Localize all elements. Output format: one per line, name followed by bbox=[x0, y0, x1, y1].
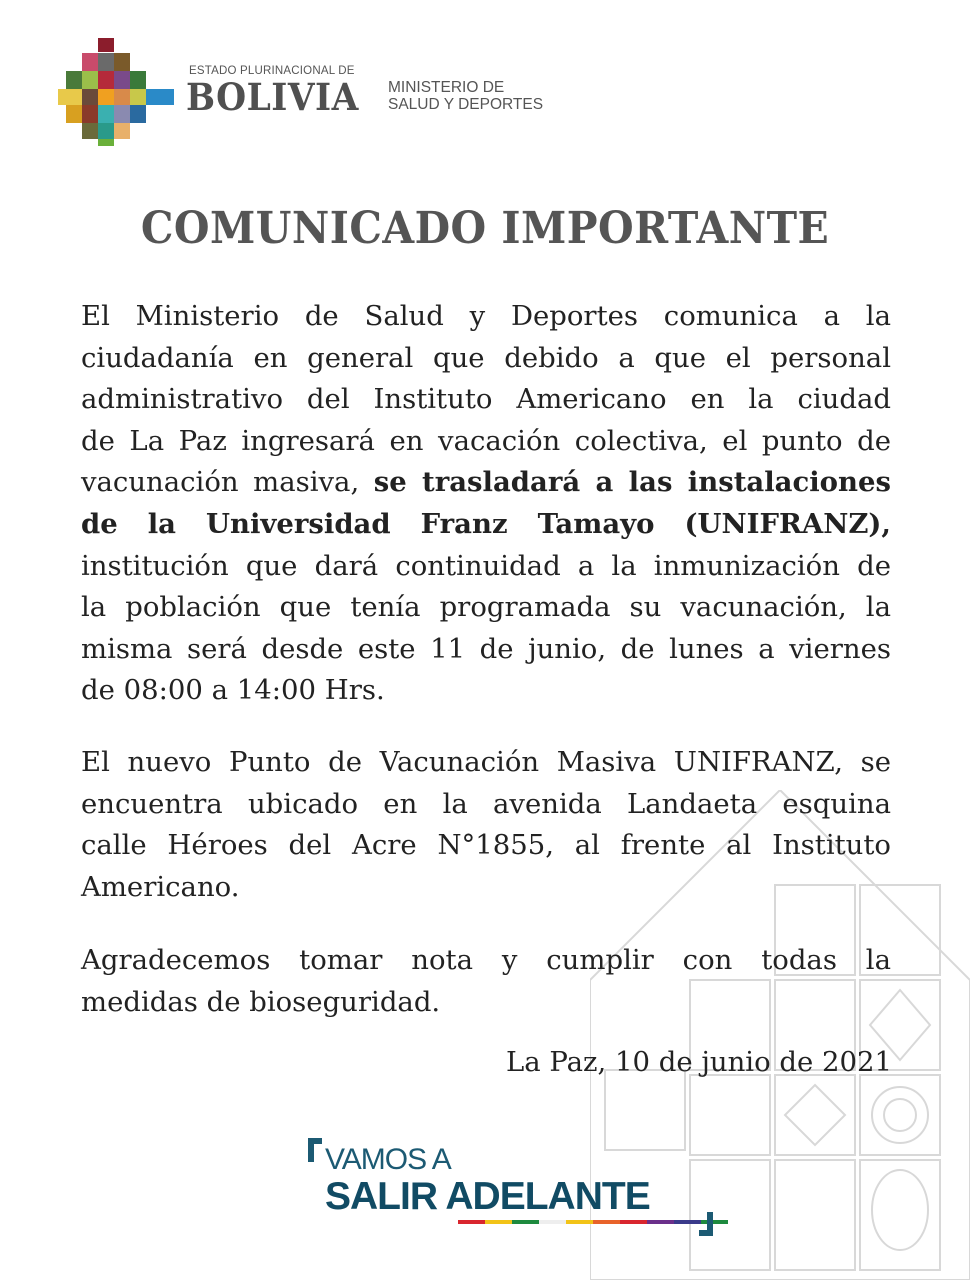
bold-text: de la Universidad Franz Tamayo (UNIFRANZ), bbox=[81, 507, 891, 540]
paragraph-2 bbox=[81, 742, 891, 908]
text-segment: encuentra ubicado en la avenida Landaeta esquina bbox=[81, 787, 891, 820]
flag-stripes bbox=[458, 1220, 728, 1224]
text-line bbox=[81, 296, 891, 338]
text-line bbox=[81, 546, 891, 588]
text-segment: vacunación masiva, bbox=[81, 466, 374, 499]
text-line bbox=[81, 421, 891, 463]
stripe bbox=[458, 1220, 485, 1224]
text-segment: Americano. bbox=[81, 870, 240, 903]
page-title: COMUNICADO IMPORTANTE bbox=[140, 203, 830, 254]
stripe bbox=[539, 1220, 566, 1224]
stripe bbox=[485, 1220, 512, 1224]
text-segment: medidas de bioseguridad. bbox=[81, 985, 441, 1018]
ministerio-label bbox=[388, 79, 543, 113]
text-segment: El Ministerio de Salud y Deportes comunica a la bbox=[81, 300, 891, 332]
stripe bbox=[512, 1220, 539, 1224]
slogan-line-1: VAMOS A bbox=[325, 1143, 451, 1176]
text-line bbox=[81, 867, 891, 909]
date-line: La Paz, 10 de junio de 2021 bbox=[505, 1046, 892, 1078]
text-segment: misma será desde este 11 de junio, de lunes a viernes bbox=[81, 632, 891, 665]
text-line bbox=[81, 629, 891, 671]
text-line bbox=[81, 587, 891, 629]
ministerio-line-1: MINISTERIO DE bbox=[388, 79, 505, 96]
text-line bbox=[81, 462, 891, 504]
text-segment: la población que tenía programada su vacunación, la bbox=[81, 591, 891, 624]
text-line bbox=[81, 982, 891, 1024]
bolivia-emblem-logo bbox=[58, 38, 176, 146]
text-line bbox=[81, 784, 891, 826]
text-segment: ciudadanía en general que debido a que el personal bbox=[81, 341, 891, 374]
text-line bbox=[81, 338, 891, 380]
text-line bbox=[81, 670, 891, 712]
text-segment: Agradecemos tomar nota y cumplir con todas la bbox=[81, 944, 891, 976]
text-line bbox=[81, 504, 891, 546]
bold-text: se trasladará a las instalaciones bbox=[373, 466, 892, 499]
ministerio-line-2: SALUD Y DEPORTES bbox=[388, 96, 544, 113]
text-line bbox=[81, 742, 891, 784]
bracket-top-left bbox=[308, 1138, 322, 1162]
text-segment: administrativo del Instituto Americano en la ciudad bbox=[81, 383, 891, 416]
bracket-bottom-right bbox=[699, 1212, 713, 1236]
text-line bbox=[81, 379, 891, 421]
slogan-logo bbox=[308, 1138, 713, 1238]
text-line bbox=[81, 940, 891, 982]
paragraph-3 bbox=[81, 940, 891, 1023]
stripe bbox=[647, 1220, 674, 1224]
estado-plurinacional-label: ESTADO PLURINACIONAL DE bbox=[189, 65, 355, 77]
stripe bbox=[620, 1220, 647, 1224]
text-segment: calle Héroes del Acre N°1855, al frente al Instituto bbox=[81, 829, 891, 862]
stripe bbox=[566, 1220, 593, 1224]
text-segment: El nuevo Punto de Vacunación Masiva UNIFRANZ, se bbox=[81, 746, 891, 778]
text-segment: de La Paz ingresará en vacación colectiva, el punto de bbox=[81, 424, 891, 457]
text-segment: de 08:00 a 14:00 Hrs. bbox=[81, 674, 385, 707]
slogan-line-2: SALIR ADELANTE bbox=[325, 1175, 650, 1218]
paragraph-1 bbox=[81, 296, 891, 712]
text-line bbox=[81, 825, 891, 867]
bolivia-wordmark: BOLIVIA bbox=[186, 75, 359, 119]
text-segment: institución que dará continuidad a la inmunización de bbox=[81, 549, 891, 582]
stripe bbox=[674, 1220, 701, 1224]
stripe bbox=[593, 1220, 620, 1224]
